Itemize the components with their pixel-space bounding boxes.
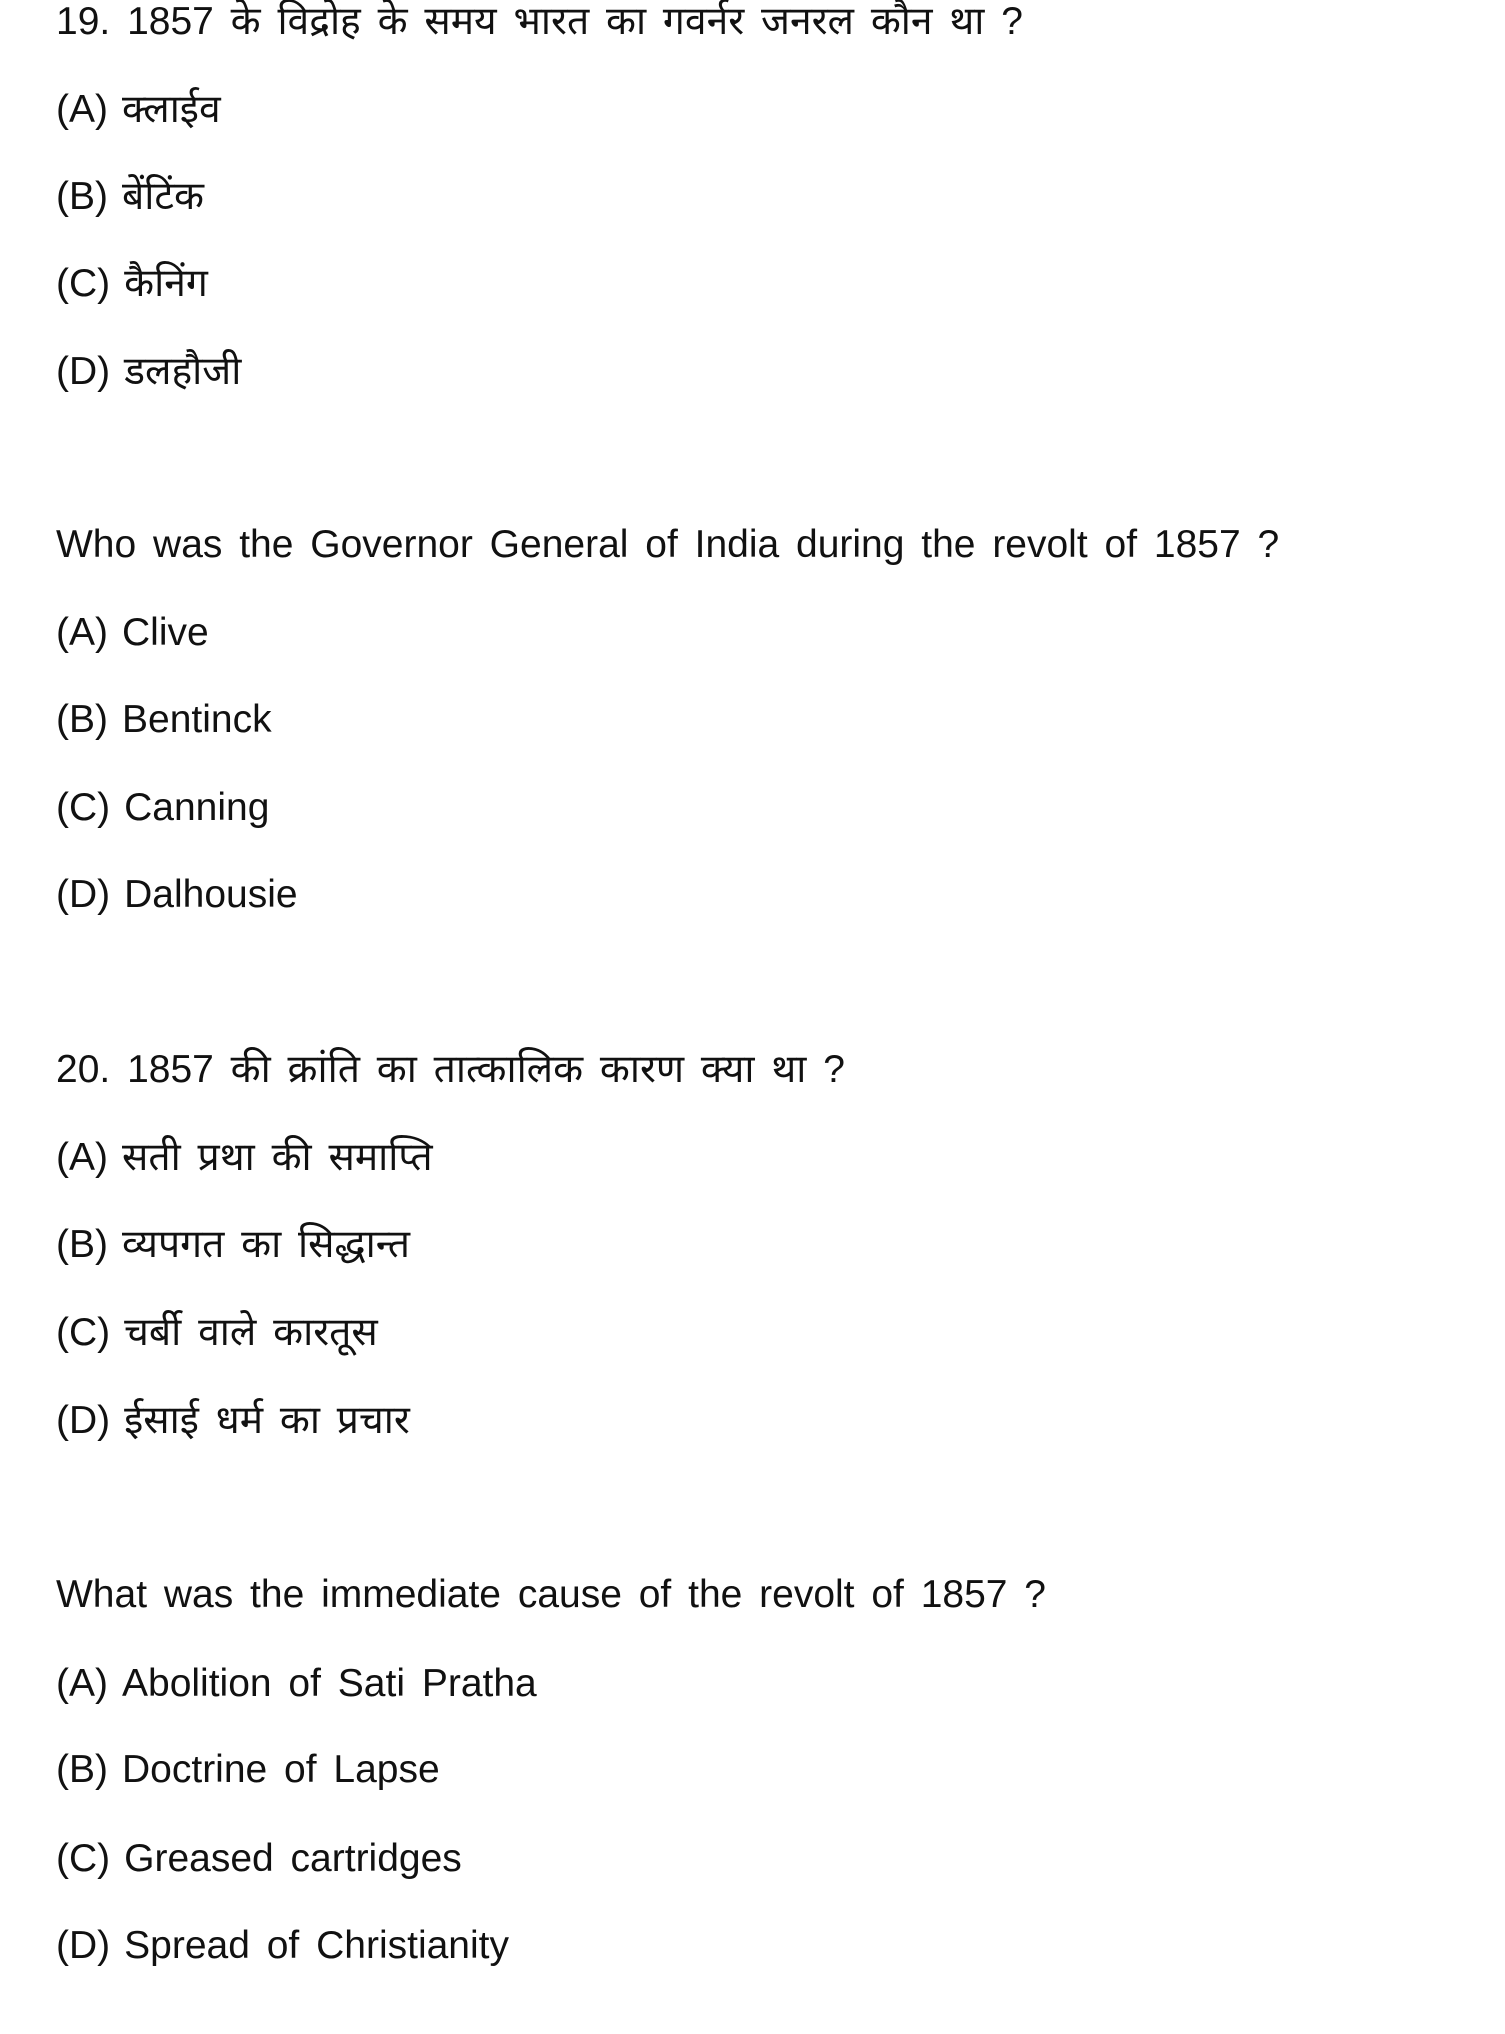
question-20-english xyxy=(56,1573,1046,1617)
option-c xyxy=(56,1837,462,1881)
option-label: (C) xyxy=(56,1311,111,1354)
option-label: (B) xyxy=(56,1223,108,1266)
option-b xyxy=(56,1748,440,1792)
option-label: (D) xyxy=(56,350,111,393)
option-text: सती प्रथा की समाप्ति xyxy=(122,1136,433,1179)
option-a xyxy=(56,88,221,132)
option-text: डलहौजी xyxy=(124,350,242,393)
option-text: ईसाई धर्म का प्रचार xyxy=(124,1399,410,1442)
question-20-hindi xyxy=(56,1048,845,1092)
option-text: बेंटिंक xyxy=(122,175,204,218)
option-text: Spread of Christianity xyxy=(124,1924,509,1967)
option-label: (C) xyxy=(56,262,111,305)
option-d xyxy=(56,1924,509,1968)
option-text: व्यपगत का सिद्धान्त xyxy=(122,1223,410,1266)
option-b xyxy=(56,1223,410,1267)
option-label: (B) xyxy=(56,1748,108,1791)
option-text: Bentinck xyxy=(122,698,272,741)
option-text: Doctrine of Lapse xyxy=(122,1748,440,1791)
question-text: 1857 की क्रांति का तात्कालिक कारण क्या था ? xyxy=(127,1048,845,1091)
option-text: क्लाईव xyxy=(122,88,221,131)
question-text: What was the immediate cause of the revolt of 1857 ? xyxy=(56,1573,1047,1616)
option-text: चर्बी वाले कारतूस xyxy=(124,1311,378,1354)
option-label: (A) xyxy=(56,88,108,131)
option-c xyxy=(56,1311,378,1355)
option-d xyxy=(56,873,298,917)
option-label: (A) xyxy=(56,611,108,654)
option-b xyxy=(56,175,204,219)
option-text: Dalhousie xyxy=(124,873,298,916)
option-a xyxy=(56,1662,537,1706)
question-number: 19. xyxy=(56,0,111,43)
option-b xyxy=(56,698,272,742)
option-c xyxy=(56,786,269,830)
option-text: Clive xyxy=(122,611,209,654)
option-label: (D) xyxy=(56,1399,111,1442)
question-number: 20. xyxy=(56,1048,111,1091)
option-text: कैनिंग xyxy=(124,262,208,305)
option-c xyxy=(56,262,208,306)
question-text: 1857 के विद्रोह के समय भारत का गवर्नर जनरल कौन था ? xyxy=(127,0,1023,43)
option-text: Canning xyxy=(124,786,270,829)
option-label: (C) xyxy=(56,786,111,829)
option-a xyxy=(56,611,209,655)
option-text: Abolition of Sati Pratha xyxy=(122,1662,537,1705)
option-label: (B) xyxy=(56,175,108,218)
question-19-english xyxy=(56,523,1279,567)
option-label: (C) xyxy=(56,1837,111,1880)
option-label: (D) xyxy=(56,873,111,916)
option-label: (A) xyxy=(56,1136,108,1179)
option-label: (D) xyxy=(56,1924,111,1967)
option-text: Greased cartridges xyxy=(124,1837,462,1880)
option-d xyxy=(56,350,241,394)
question-19-hindi xyxy=(56,0,1023,44)
question-text: Who was the Governor General of India during the revolt of 1857 ? xyxy=(56,523,1280,566)
option-label: (A) xyxy=(56,1662,108,1705)
option-a xyxy=(56,1136,433,1180)
option-d xyxy=(56,1399,410,1443)
option-label: (B) xyxy=(56,698,108,741)
